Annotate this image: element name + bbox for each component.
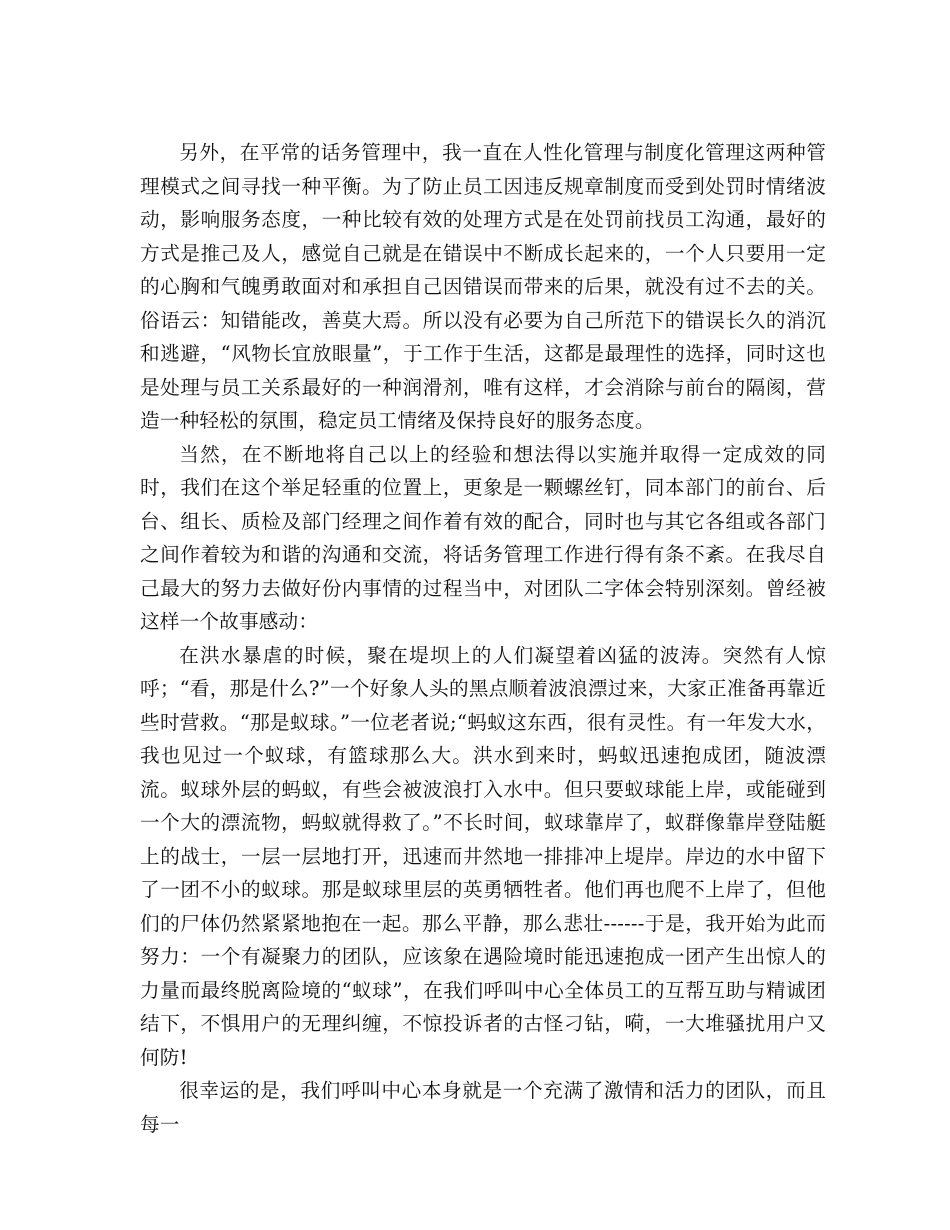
paragraph-call-center-team: 很幸运的是，我们呼叫中心本身就是一个充满了激情和活力的团队，而且每一: [140, 1079, 826, 1136]
document-body: [140, 136, 826, 1141]
paragraph-ant-ball-story: 在洪水暴虐的时候，聚在堤坝上的人们凝望着凶猛的波涛。突然有人惊呼；“看，那是什么?”一个好象人头的黑点顺着波浪漂过来，大家正准备再靠近些时营救。“那是蚁球。”一位老者说;“蚂蚁这东西，很有灵性。有一年发大水，我也见过一个蚁球，有篮球那么大。洪水到来时，蚂蚁迅速抱成团，随波漂流。蚁球外层的蚂蚁，有些会被波浪打入水中。但只要蚁球能上岸，或能碰到一个大的漂流物，蚂蚁就得救了。”不长时间，蚁球靠岸了，蚁群像靠岸登陆艇上的战士，一层一层地打开，迅速而井然地一排排冲上堤岸。岸边的水中留下了一团不小的蚁球。那是蚁球里层的英勇牺牲者。他们再也爬不上岸了，但他们的尸体仍然紧紧地抱在一起。那么平静，那么悲壮------于是，我开始为此而努力：一个有凝聚力的团队，应该象在遇险境时能迅速抱成一团产生出惊人的力量而最终脱离险境的“蚁球”，在我们呼叫中心全体员工的互帮互助与精诚团结下，不惧用户的无理纠缠，不惊投诉者的古怪刁钻，嗬，一大堆骚扰用户又何防!: [140, 643, 826, 1069]
paragraph-teamwork-role: 当然，在不断地将自己以上的经验和想法得以实施并取得一定成效的同时，我们在这个举足轻重的位置上，更象是一颗螺丝钉，同本部门的前台、后台、组长、质检及部门经理之间作着有效的配合，同时也与其它各组或各部门之间作着较为和谐的沟通和交流，将话务管理工作进行得有条不紊。在我尽自己最大的努力去做好份内事情的过程当中，对团队二字体会特别深刻。曾经被这样一个故事感动：: [140, 442, 826, 633]
paragraph-balance-management: 另外，在平常的话务管理中，我一直在人性化管理与制度化管理这两种管理模式之间寻找一种平衡。为了防止员工因违反规章制度而受到处罚时情绪波动，影响服务态度，一种比较有效的处理方式是在处罚前找员工沟通，最好的方式是推己及人，感觉自己就是在错误中不断成长起来的，一个人只要用一定的心胸和气魄勇敢面对和承担自己因错误而带来的后果，就没有过不去的关。俗语云：知错能改，善莫大焉。所以没有必要为自己所范下的错误长久的消沉和逃避，“风物长宜放眼量”，于工作于生活，这都是最理性的选择，同时这也是处理与员工关系最好的一种润滑剂，唯有这样，才会消除与前台的隔阂，营造一种轻松的氛围，稳定员工情绪及保持良好的服务态度。: [140, 141, 826, 432]
